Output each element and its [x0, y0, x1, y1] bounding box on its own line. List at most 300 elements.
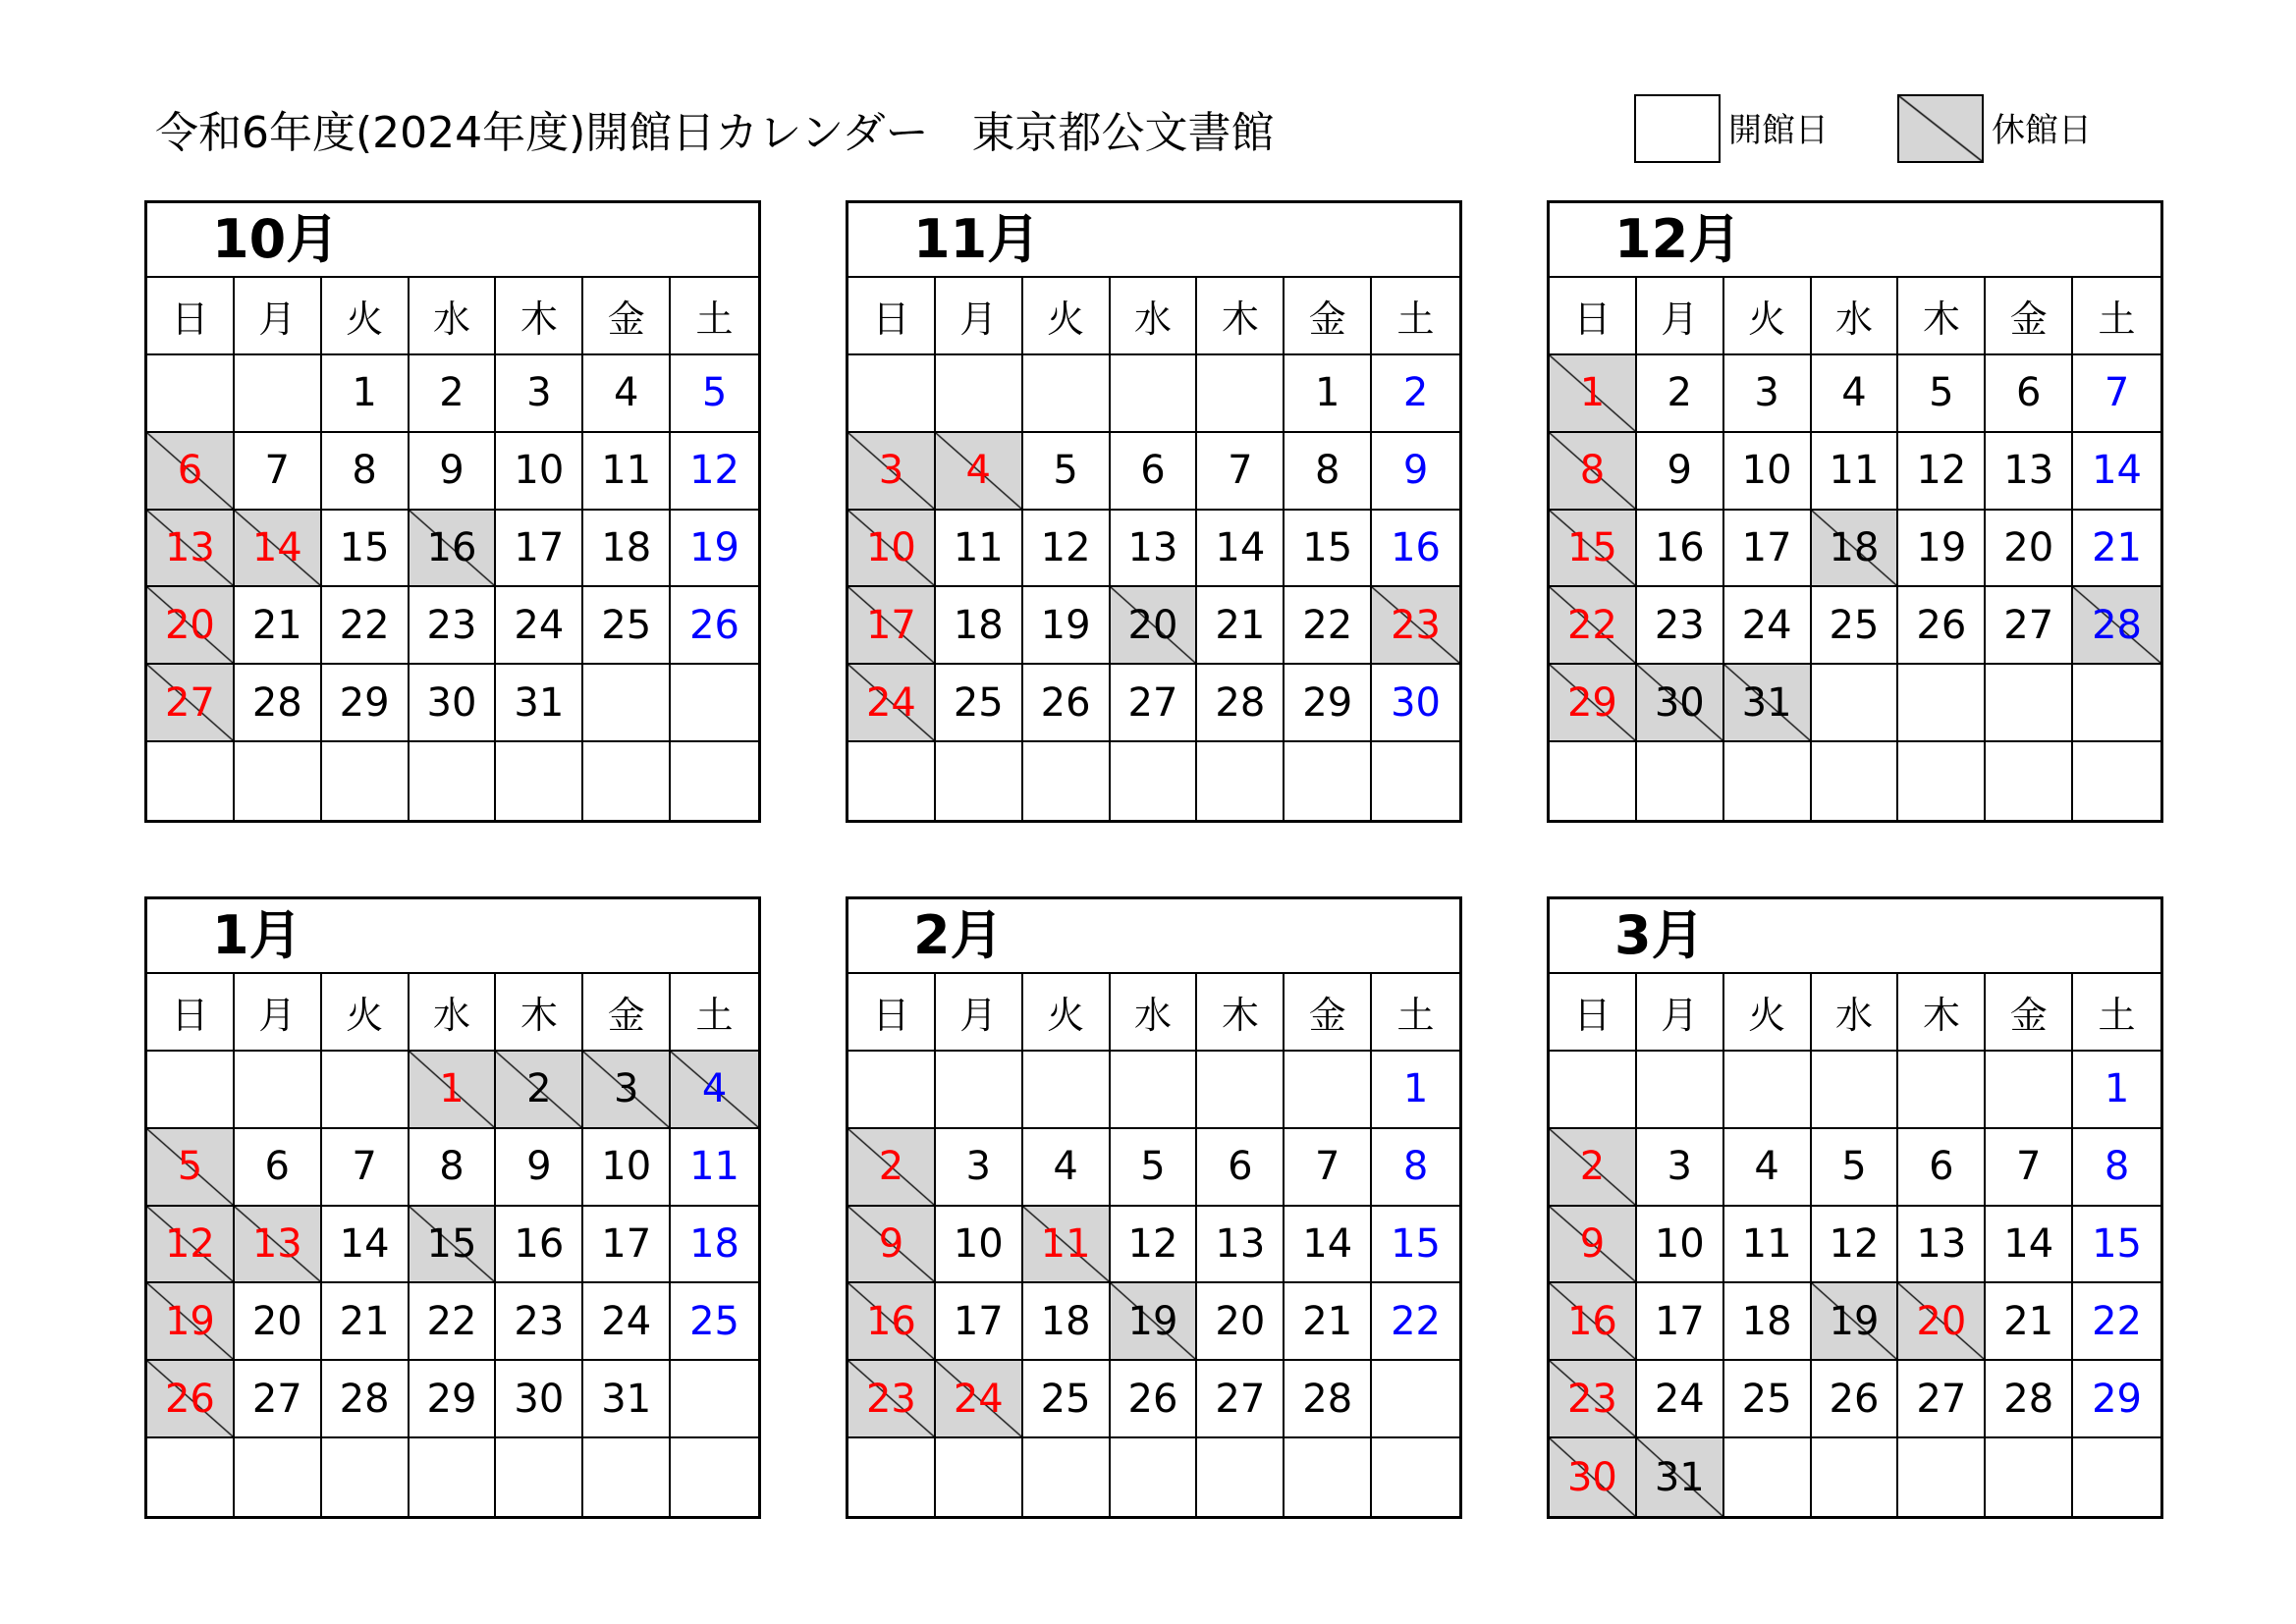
weekday-header: 火: [1023, 278, 1111, 355]
day-cell: 31: [496, 665, 583, 742]
day-cell: 5: [1111, 1129, 1198, 1207]
month-calendar: [144, 200, 761, 823]
day-cell: 5: [1898, 355, 1986, 433]
empty-cell: [1986, 742, 2073, 820]
empty-cell: [1724, 1438, 1812, 1516]
day-cell: 12: [1812, 1207, 1899, 1284]
day-cell: 23: [496, 1283, 583, 1361]
weekday-header: 金: [1986, 974, 2073, 1052]
day-cell: 22: [1372, 1283, 1459, 1361]
day-cell: 15: [1285, 511, 1372, 588]
day-cell-closed: 1: [1550, 355, 1637, 433]
day-cell: 22: [410, 1283, 497, 1361]
month-title: 3月: [1550, 899, 2160, 974]
empty-cell: [1197, 742, 1285, 820]
day-cell: 3: [1637, 1129, 1724, 1207]
day-cell: 9: [410, 433, 497, 511]
day-cell: 6: [1197, 1129, 1285, 1207]
day-cell: 21: [2073, 511, 2160, 588]
day-cell: 29: [1285, 665, 1372, 742]
day-cell-closed: 20: [1111, 587, 1198, 665]
day-cell-closed: 15: [1550, 511, 1637, 588]
weekday-header: 土: [671, 974, 758, 1052]
empty-cell: [1285, 1052, 1372, 1129]
day-cell: 22: [1285, 587, 1372, 665]
empty-cell: [1812, 1052, 1899, 1129]
day-cell-closed: 19: [1812, 1283, 1899, 1361]
day-cell: 19: [671, 511, 758, 588]
day-cell-closed: 29: [1550, 665, 1637, 742]
day-cell: 14: [1986, 1207, 2073, 1284]
empty-cell: [2073, 1438, 2160, 1516]
day-cell-closed: 23: [1372, 587, 1459, 665]
month-title: 1月: [147, 899, 758, 974]
month-title: 2月: [848, 899, 1459, 974]
empty-cell: [1550, 1052, 1637, 1129]
day-cell: 7: [1197, 433, 1285, 511]
empty-cell: [1550, 742, 1637, 820]
empty-cell: [1023, 1438, 1111, 1516]
day-cell-closed: 2: [1550, 1129, 1637, 1207]
day-cell: 8: [322, 433, 410, 511]
day-cell: 25: [671, 1283, 758, 1361]
empty-cell: [1986, 1052, 2073, 1129]
day-cell: 17: [1637, 1283, 1724, 1361]
day-cell: 1: [1285, 355, 1372, 433]
empty-cell: [583, 665, 671, 742]
empty-cell: [410, 742, 497, 820]
day-cell: 6: [1111, 433, 1198, 511]
weekday-header: 火: [322, 278, 410, 355]
day-cell: 2: [1372, 355, 1459, 433]
day-cell: 28: [1197, 665, 1285, 742]
day-cell: 12: [1898, 433, 1986, 511]
day-cell: 24: [496, 587, 583, 665]
day-cell: 10: [1724, 433, 1812, 511]
weekday-header: 水: [1812, 974, 1899, 1052]
day-cell: 3: [496, 355, 583, 433]
day-cell: 10: [496, 433, 583, 511]
day-cell-closed: 1: [410, 1052, 497, 1129]
legend-closed-swatch: [1897, 94, 1984, 163]
empty-cell: [1724, 742, 1812, 820]
day-cell: 22: [322, 587, 410, 665]
day-cell: 8: [2073, 1129, 2160, 1207]
day-cell: 21: [1197, 587, 1285, 665]
day-cell: 22: [2073, 1283, 2160, 1361]
legend-open-swatch: [1634, 94, 1721, 163]
day-cell: 5: [1023, 433, 1111, 511]
day-cell: 20: [235, 1283, 322, 1361]
day-cell-closed: 15: [410, 1207, 497, 1284]
day-cell: 18: [1023, 1283, 1111, 1361]
day-cell-closed: 6: [147, 433, 235, 511]
day-cell: 12: [1111, 1207, 1198, 1284]
day-cell: 7: [322, 1129, 410, 1207]
day-cell: 1: [2073, 1052, 2160, 1129]
empty-cell: [1898, 1052, 1986, 1129]
day-cell-closed: 26: [147, 1361, 235, 1438]
empty-cell: [1111, 1052, 1198, 1129]
month-calendar: [1547, 896, 2163, 1519]
weekday-header: 火: [1724, 974, 1812, 1052]
day-cell: 13: [1111, 511, 1198, 588]
day-cell: 21: [1986, 1283, 2073, 1361]
day-cell: 14: [1285, 1207, 1372, 1284]
day-cell-closed: 30: [1637, 665, 1724, 742]
empty-cell: [322, 1438, 410, 1516]
day-cell-closed: 19: [1111, 1283, 1198, 1361]
day-cell: 9: [1637, 433, 1724, 511]
weekday-header: 土: [2073, 278, 2160, 355]
day-cell-closed: 13: [235, 1207, 322, 1284]
empty-cell: [1197, 1438, 1285, 1516]
day-cell-closed: 9: [848, 1207, 936, 1284]
day-cell: 12: [671, 433, 758, 511]
day-cell: 5: [671, 355, 758, 433]
empty-cell: [1812, 1438, 1899, 1516]
day-cell-closed: 13: [147, 511, 235, 588]
day-cell: 6: [1898, 1129, 1986, 1207]
day-cell-closed: 2: [496, 1052, 583, 1129]
empty-cell: [671, 1361, 758, 1438]
empty-cell: [1197, 1052, 1285, 1129]
day-cell-closed: 19: [147, 1283, 235, 1361]
month-calendar: [1547, 200, 2163, 823]
day-cell: 11: [671, 1129, 758, 1207]
weekday-header: 日: [848, 974, 936, 1052]
weekday-header: 木: [496, 278, 583, 355]
day-cell: 29: [322, 665, 410, 742]
empty-cell: [1724, 1052, 1812, 1129]
weekday-header: 木: [1898, 974, 1986, 1052]
empty-cell: [322, 1052, 410, 1129]
day-cell: 26: [1023, 665, 1111, 742]
weekday-header: 月: [235, 974, 322, 1052]
weekday-header: 水: [1812, 278, 1899, 355]
day-cell: 28: [1285, 1361, 1372, 1438]
empty-cell: [848, 1438, 936, 1516]
weekday-header: 土: [671, 278, 758, 355]
day-cell: 14: [322, 1207, 410, 1284]
day-cell: 12: [1023, 511, 1111, 588]
weekday-header: 月: [936, 974, 1023, 1052]
day-cell: 17: [1724, 511, 1812, 588]
empty-cell: [671, 1438, 758, 1516]
day-cell: 25: [1023, 1361, 1111, 1438]
month-title: 12月: [1550, 203, 2160, 278]
day-cell: 6: [1986, 355, 2073, 433]
day-cell: 15: [2073, 1207, 2160, 1284]
day-cell: 16: [1637, 511, 1724, 588]
empty-cell: [1285, 1438, 1372, 1516]
day-cell-closed: 31: [1724, 665, 1812, 742]
day-cell: 18: [1724, 1283, 1812, 1361]
day-cell: 13: [1898, 1207, 1986, 1284]
day-cell: 25: [1724, 1361, 1812, 1438]
day-cell: 28: [322, 1361, 410, 1438]
day-cell: 4: [583, 355, 671, 433]
weekday-header: 木: [1197, 278, 1285, 355]
empty-cell: [496, 1438, 583, 1516]
month-calendar: [846, 896, 1462, 1519]
weekday-header: 日: [1550, 974, 1637, 1052]
empty-cell: [671, 665, 758, 742]
day-cell-closed: 27: [147, 665, 235, 742]
weekday-header: 水: [410, 278, 497, 355]
weekday-header: 火: [1724, 278, 1812, 355]
day-cell-closed: 4: [936, 433, 1023, 511]
day-cell: 18: [936, 587, 1023, 665]
empty-cell: [147, 1438, 235, 1516]
day-cell: 11: [1724, 1207, 1812, 1284]
day-cell-closed: 28: [2073, 587, 2160, 665]
day-cell-closed: 4: [671, 1052, 758, 1129]
day-cell-closed: 8: [1550, 433, 1637, 511]
day-cell: 3: [936, 1129, 1023, 1207]
day-cell: 2: [410, 355, 497, 433]
weekday-header: 火: [1023, 974, 1111, 1052]
day-cell: 3: [1724, 355, 1812, 433]
day-cell: 1: [322, 355, 410, 433]
day-cell-closed: 18: [1812, 511, 1899, 588]
weekday-header: 水: [410, 974, 497, 1052]
day-cell: 25: [1812, 587, 1899, 665]
day-cell: 26: [1812, 1361, 1899, 1438]
day-cell: 24: [583, 1283, 671, 1361]
day-cell: 19: [1023, 587, 1111, 665]
empty-cell: [1812, 665, 1899, 742]
day-cell: 28: [235, 665, 322, 742]
day-cell-closed: 3: [848, 433, 936, 511]
empty-cell: [1111, 355, 1198, 433]
day-cell: 30: [410, 665, 497, 742]
day-cell: 11: [583, 433, 671, 511]
empty-cell: [235, 1438, 322, 1516]
weekday-header: 木: [1197, 974, 1285, 1052]
empty-cell: [583, 742, 671, 820]
day-cell: 9: [1372, 433, 1459, 511]
day-cell: 11: [936, 511, 1023, 588]
day-cell: 17: [936, 1283, 1023, 1361]
empty-cell: [1898, 742, 1986, 820]
empty-cell: [1986, 1438, 2073, 1516]
empty-cell: [848, 742, 936, 820]
day-cell: 7: [1285, 1129, 1372, 1207]
empty-cell: [1372, 742, 1459, 820]
empty-cell: [583, 1438, 671, 1516]
page-title: 令和6年度(2024年度)開館日カレンダー 東京都公文書館: [155, 108, 1275, 158]
empty-cell: [1898, 1438, 1986, 1516]
day-cell: 1: [1372, 1052, 1459, 1129]
day-cell: 2: [1637, 355, 1724, 433]
day-cell: 25: [583, 587, 671, 665]
day-cell: 24: [1724, 587, 1812, 665]
day-cell: 16: [1372, 511, 1459, 588]
weekday-header: 木: [1898, 278, 1986, 355]
empty-cell: [2073, 665, 2160, 742]
empty-cell: [322, 742, 410, 820]
day-cell: 14: [1197, 511, 1285, 588]
day-cell: 26: [1898, 587, 1986, 665]
day-cell: 30: [496, 1361, 583, 1438]
empty-cell: [2073, 742, 2160, 820]
empty-cell: [235, 355, 322, 433]
day-cell: 10: [1637, 1207, 1724, 1284]
day-cell-closed: 30: [1550, 1438, 1637, 1516]
day-cell-closed: 12: [147, 1207, 235, 1284]
day-cell: 8: [1372, 1129, 1459, 1207]
empty-cell: [1637, 742, 1724, 820]
weekday-header: 月: [235, 278, 322, 355]
day-cell: 27: [235, 1361, 322, 1438]
day-cell: 29: [2073, 1361, 2160, 1438]
day-cell: 6: [235, 1129, 322, 1207]
day-cell: 31: [583, 1361, 671, 1438]
day-cell: 15: [322, 511, 410, 588]
empty-cell: [1372, 1361, 1459, 1438]
weekday-header: 日: [1550, 278, 1637, 355]
weekday-header: 月: [1637, 974, 1724, 1052]
day-cell-closed: 5: [147, 1129, 235, 1207]
day-cell: 24: [1637, 1361, 1724, 1438]
empty-cell: [1023, 1052, 1111, 1129]
day-cell: 7: [2073, 355, 2160, 433]
empty-cell: [1637, 1052, 1724, 1129]
day-cell-closed: 11: [1023, 1207, 1111, 1284]
day-cell: 28: [1986, 1361, 2073, 1438]
weekday-header: 木: [496, 974, 583, 1052]
weekday-header: 金: [1285, 974, 1372, 1052]
weekday-header: 金: [583, 974, 671, 1052]
day-cell: 19: [1898, 511, 1986, 588]
empty-cell: [147, 355, 235, 433]
day-cell: 30: [1372, 665, 1459, 742]
day-cell-closed: 24: [936, 1361, 1023, 1438]
empty-cell: [1111, 742, 1198, 820]
empty-cell: [147, 1052, 235, 1129]
day-cell-closed: 16: [1550, 1283, 1637, 1361]
day-cell: 25: [936, 665, 1023, 742]
day-cell: 23: [410, 587, 497, 665]
weekday-header: 土: [1372, 974, 1459, 1052]
day-cell: 27: [1986, 587, 2073, 665]
day-cell: 18: [671, 1207, 758, 1284]
empty-cell: [936, 1438, 1023, 1516]
weekday-header: 月: [936, 278, 1023, 355]
empty-cell: [1372, 1438, 1459, 1516]
month-title: 10月: [147, 203, 758, 278]
day-cell: 17: [583, 1207, 671, 1284]
day-cell: 9: [496, 1129, 583, 1207]
empty-cell: [1898, 665, 1986, 742]
day-cell: 11: [1812, 433, 1899, 511]
day-cell: 20: [1197, 1283, 1285, 1361]
day-cell-closed: 22: [1550, 587, 1637, 665]
empty-cell: [1023, 742, 1111, 820]
day-cell: 27: [1111, 665, 1198, 742]
day-cell-closed: 17: [848, 587, 936, 665]
empty-cell: [671, 742, 758, 820]
empty-cell: [936, 355, 1023, 433]
day-cell: 10: [583, 1129, 671, 1207]
day-cell: 23: [1637, 587, 1724, 665]
day-cell-closed: 3: [583, 1052, 671, 1129]
day-cell: 10: [936, 1207, 1023, 1284]
day-cell: 29: [410, 1361, 497, 1438]
empty-cell: [1023, 355, 1111, 433]
day-cell: 17: [496, 511, 583, 588]
weekday-header: 日: [147, 974, 235, 1052]
weekday-header: 金: [583, 278, 671, 355]
day-cell: 13: [1197, 1207, 1285, 1284]
day-cell-closed: 23: [1550, 1361, 1637, 1438]
day-cell-closed: 16: [410, 511, 497, 588]
weekday-header: 水: [1111, 278, 1198, 355]
day-cell-closed: 20: [1898, 1283, 1986, 1361]
day-cell-closed: 23: [848, 1361, 936, 1438]
day-cell: 8: [410, 1129, 497, 1207]
day-cell: 4: [1812, 355, 1899, 433]
day-cell: 21: [322, 1283, 410, 1361]
day-cell-closed: 9: [1550, 1207, 1637, 1284]
empty-cell: [235, 742, 322, 820]
day-cell-closed: 10: [848, 511, 936, 588]
weekday-header: 水: [1111, 974, 1198, 1052]
month-calendar: [144, 896, 761, 1519]
empty-cell: [235, 1052, 322, 1129]
day-cell: 15: [1372, 1207, 1459, 1284]
day-cell: 26: [1111, 1361, 1198, 1438]
day-cell: 20: [1986, 511, 2073, 588]
day-cell: 21: [235, 587, 322, 665]
empty-cell: [1197, 355, 1285, 433]
day-cell: 13: [1986, 433, 2073, 511]
day-cell: 16: [496, 1207, 583, 1284]
day-cell: 4: [1023, 1129, 1111, 1207]
day-cell: 18: [583, 511, 671, 588]
legend-closed-label: 休館日: [1992, 111, 2092, 150]
day-cell-closed: 20: [147, 587, 235, 665]
day-cell: 26: [671, 587, 758, 665]
empty-cell: [848, 1052, 936, 1129]
month-title: 11月: [848, 203, 1459, 278]
empty-cell: [496, 742, 583, 820]
empty-cell: [936, 742, 1023, 820]
weekday-header: 日: [147, 278, 235, 355]
empty-cell: [1111, 1438, 1198, 1516]
day-cell: 21: [1285, 1283, 1372, 1361]
day-cell: 7: [235, 433, 322, 511]
weekday-header: 土: [2073, 974, 2160, 1052]
day-cell-closed: 24: [848, 665, 936, 742]
day-cell: 14: [2073, 433, 2160, 511]
weekday-header: 月: [1637, 278, 1724, 355]
day-cell: 27: [1197, 1361, 1285, 1438]
weekday-header: 日: [848, 278, 936, 355]
day-cell-closed: 31: [1637, 1438, 1724, 1516]
weekday-header: 土: [1372, 278, 1459, 355]
day-cell: 7: [1986, 1129, 2073, 1207]
empty-cell: [1812, 742, 1899, 820]
legend-open-label: 開館日: [1728, 111, 1829, 150]
empty-cell: [936, 1052, 1023, 1129]
empty-cell: [410, 1438, 497, 1516]
empty-cell: [147, 742, 235, 820]
day-cell: 5: [1812, 1129, 1899, 1207]
day-cell: 8: [1285, 433, 1372, 511]
day-cell-closed: 16: [848, 1283, 936, 1361]
